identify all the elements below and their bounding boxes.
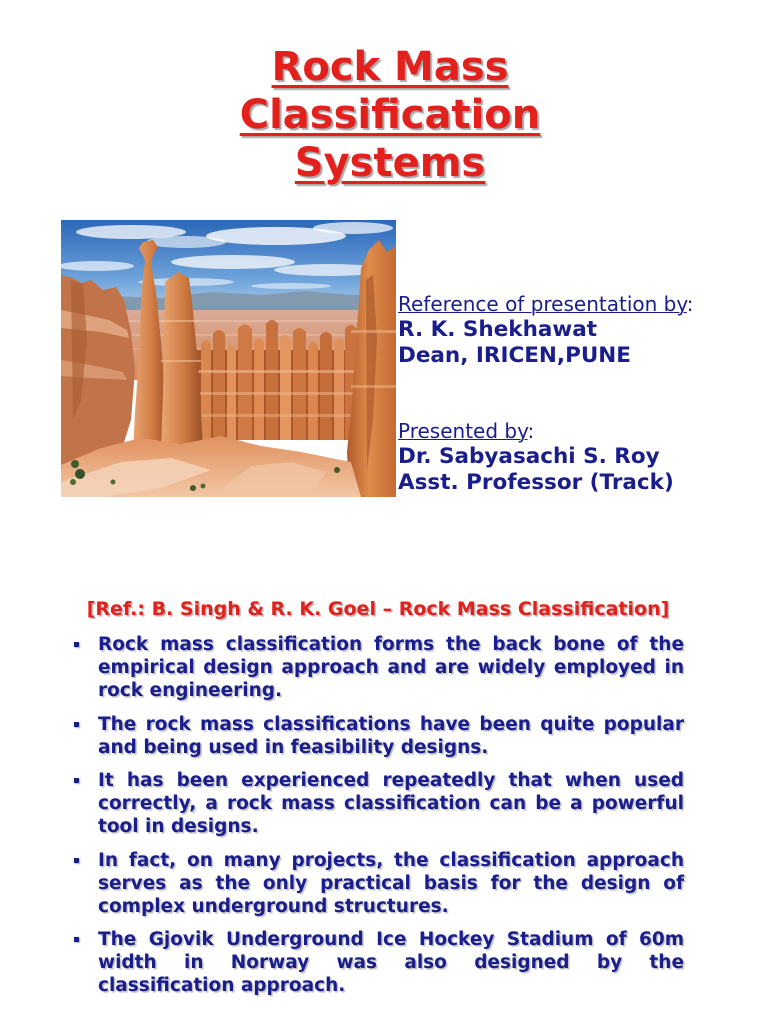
bullet-line: rock engineering. — [98, 680, 283, 701]
bullet-marker — [74, 722, 79, 727]
bullet-line: It has been experienced repeatedly that when used — [98, 770, 684, 791]
bullet-marker — [74, 778, 79, 783]
reference-label — [398, 291, 693, 317]
bullet-line: The Gjovik Underground Ice Hockey Stadium of 60m — [98, 929, 684, 950]
presenter-label — [398, 418, 534, 444]
reference-label-text: Reference of presentation by — [398, 292, 687, 316]
citation-note: [Ref.: B. Singh & R. K. Goel – Rock Mass Classification] — [86, 598, 670, 620]
presenter-label-text: Presented by — [398, 419, 528, 443]
bullet-marker — [74, 642, 79, 647]
presenter-role: Asst. Professor (Track) — [398, 469, 674, 495]
bullet-line: Rock mass classification forms the back bone of the — [98, 634, 684, 655]
bullet-line: empirical design approach and are widely employed in — [98, 657, 684, 678]
bullet-line: width in Norway was also designed by the — [98, 952, 684, 973]
bullet-item — [0, 633, 768, 702]
canyon-photo — [61, 220, 396, 497]
title-line: Classification — [239, 92, 541, 138]
bullet-line: and being used in feasibility designs. — [98, 736, 489, 758]
presenter-name: Dr. Sabyasachi S. Roy — [398, 443, 660, 469]
bullet-item — [0, 849, 768, 918]
bullet-marker — [74, 858, 79, 863]
page-title — [12, 43, 768, 187]
bullet-marker — [74, 937, 79, 942]
presenter-colon: : — [527, 419, 535, 443]
reference-role: Dean, IRICEN,PUNE — [398, 342, 631, 368]
reference-name: R. K. Shekhawat — [398, 316, 598, 342]
bullet-line: In fact, on many projects, the classification approach — [98, 849, 684, 871]
bullet-item — [0, 769, 768, 838]
bullet-line: correctly, a rock mass classification can be a powerful — [98, 793, 684, 814]
reference-colon: : — [686, 292, 694, 316]
bullet-line: tool in designs. — [98, 816, 259, 837]
bullet-line: The rock mass classifications have been quite popular — [98, 713, 684, 735]
bullet-line: classification approach. — [98, 975, 346, 996]
bullet-line: complex underground structures. — [98, 895, 449, 917]
title-line: Systems — [294, 140, 486, 186]
bullet-list — [0, 633, 768, 1008]
bullet-item — [0, 928, 768, 997]
title-line: Rock Mass — [271, 44, 509, 90]
bullet-item — [0, 713, 768, 759]
bullet-line: serves as the only practical basis for the design of — [98, 872, 684, 894]
